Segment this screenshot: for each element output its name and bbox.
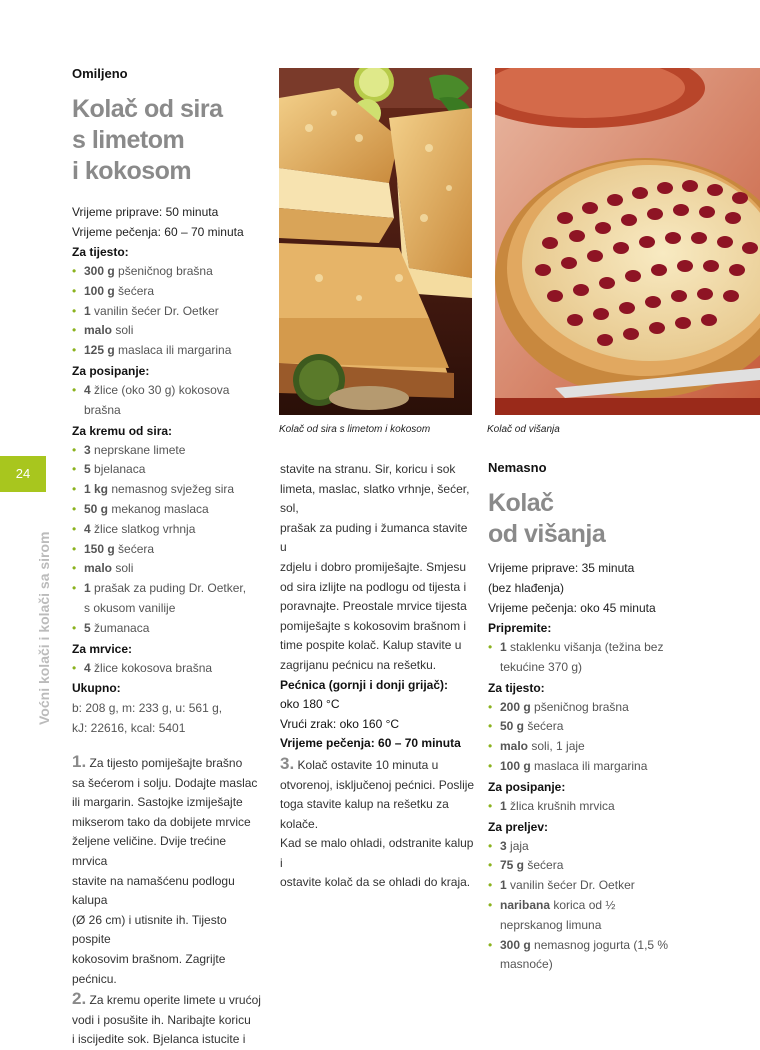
ingredient: • 100 g maslaca ili margarina: [488, 757, 688, 777]
section-heading: Za preljev:: [488, 819, 549, 834]
step-line: poravnajte. Preostale mrvice tijesta: [280, 599, 467, 614]
section-heading: Pripremite:: [488, 621, 552, 635]
oven-setting: Pećnica (gornji i donji grijač):: [280, 677, 449, 692]
ingredient: • 4 žlice kokosova brašna: [72, 659, 262, 679]
section-heading: Za tijesto:: [488, 680, 545, 695]
ingredient: • 200 g pšeničnog brašna: [488, 698, 688, 718]
oven-setting: Vrući zrak: oko 160 °C: [280, 716, 400, 731]
ingredient: • 50 g mekanog maslaca: [72, 500, 262, 520]
ingredient: • 5 bjelanaca: [72, 460, 262, 480]
step-line: kokosovim brašnom. Zagrijte pećnicu.: [72, 951, 226, 986]
step-number: 2.: [72, 989, 87, 1009]
recipe1-column: [72, 64, 262, 738]
cheesecake-photo: [279, 68, 472, 415]
title-line: Kolač: [488, 489, 554, 517]
step-line: (Ø 26 cm) i utisnite ih. Tijesto pospite: [72, 912, 227, 947]
ingredient: • 5 žumanaca: [72, 619, 262, 639]
prep-time: Vrijeme priprave: 50 minuta: [72, 205, 219, 219]
recipe1-steps: [72, 752, 262, 1050]
photo-caption: Kolač od višanja: [487, 424, 560, 435]
step-line: 3. Kolač ostavite 10 minuta u: [280, 753, 439, 773]
ingredient: • 75 g šećera: [488, 856, 688, 876]
step-line: pomiješajte s kokosovim brašnom i: [280, 618, 467, 633]
bake-time: Vrijeme pečenja: 60 – 70 minuta: [72, 225, 244, 239]
recipe2-column: [488, 458, 688, 975]
step-line: otvorenoj, isključenoj pećnici. Poslije: [280, 777, 475, 792]
section-heading: Za posipanje:: [488, 779, 566, 794]
ingredient: • 300 g pšeničnog brašna: [72, 262, 262, 282]
ingredient: • naribana korica od ½ neprskanog limuna: [488, 896, 688, 936]
recipe1-title: [72, 94, 262, 187]
recipe1-category: Omiljeno: [72, 66, 128, 81]
ingredient-list: [488, 797, 688, 817]
step-line: mikserom tako da dobijete mrvice: [72, 814, 251, 829]
recipe2-category: Nemasno: [488, 460, 547, 475]
ingredient: • 50 g šećera: [488, 717, 688, 737]
ingredient-list: [72, 262, 262, 361]
step-line: stavite na namašćenu podlogu kalupa: [72, 873, 235, 908]
ingredient: • 4 žlice slatkog vrhnja: [72, 520, 262, 540]
step-number: 3.: [280, 753, 295, 773]
ingredient: • 300 g nemasnog jogurta (1,5 % masnoće): [488, 936, 688, 976]
photo-caption: Kolač od sira s limetom i kokosom: [279, 424, 431, 435]
ingredient: • 3 neprskane limete: [72, 441, 262, 461]
title-line: od višanja: [488, 520, 606, 548]
step-line: time pospite kolač. Kalup stavite u: [280, 638, 462, 653]
prep-time-note: (bez hlađenja): [488, 581, 565, 595]
step-line: limeta, maslac, slatko vrhnje, šećer, sol,: [280, 481, 470, 516]
bake-time: Vrijeme pečenja: oko 45 minuta: [488, 601, 656, 615]
ingredient: • 1 vanilin šećer Dr. Oetker: [488, 876, 688, 896]
step-line: ili margarin. Sastojke izmiješajte: [72, 795, 243, 810]
title-line: s limetom: [72, 126, 185, 154]
ingredient-list: [72, 441, 262, 639]
step-line: stavite na stranu. Sir, koricu i sok: [280, 462, 456, 476]
step-line: željene veličine. Dvije trećine mrvica: [72, 834, 227, 868]
step-line: prašak za puding i žumanca stavite u: [280, 520, 468, 555]
ingredient-list: [72, 659, 262, 679]
step-line: i iscijedite sok. Bjelanca istucite i: [72, 1032, 246, 1047]
step-line: ostavite kolač da se ohladi do kraja.: [280, 875, 471, 890]
nutrition-line: b: 208 g, m: 233 g, u: 561 g,: [72, 701, 223, 716]
step-line: sa šećerom i solju. Dodajte maslac: [72, 775, 258, 790]
oven-setting: Vrijeme pečenja: 60 – 70 minuta: [280, 736, 461, 751]
section-heading: Za mrvice:: [72, 641, 133, 656]
step-line: Kad se malo ohladi, odstranite kalup i: [280, 836, 474, 870]
ingredient-list: [488, 638, 688, 678]
cherry-cake-photo: [495, 68, 760, 415]
ingredient: • 125 g maslaca ili margarina: [72, 341, 262, 361]
ingredient: • 1 staklenku višanja (težina bez tekućine 370 g): [488, 638, 688, 678]
step-line: zagrijanu pećnicu na rešetku.: [280, 657, 437, 672]
step-number: 1.: [72, 752, 87, 771]
ingredient-list: [72, 381, 262, 421]
title-line: Kolač od sira: [72, 95, 223, 123]
ingredient: • malo soli, 1 jaje: [488, 737, 688, 757]
ingredient-list: [488, 698, 688, 777]
prep-time: Vrijeme priprave: 35 minuta: [488, 561, 635, 575]
section-heading: Za kremu od sira:: [72, 423, 173, 438]
step-line: vodi i posušite ih. Naribajte koricu: [72, 1012, 251, 1027]
ingredient: • malo soli: [72, 559, 262, 579]
ingredient: • 1 vanilin šećer Dr. Oetker: [72, 302, 262, 322]
step-line: 2. Za kremu operite limete u vrućoj: [72, 989, 261, 1009]
step-line: zdjelu i dobro promiješajte. Smjesu: [280, 559, 467, 574]
section-heading: Za posipanje:: [72, 363, 150, 378]
section-heading: Za tijesto:: [72, 245, 129, 259]
ingredient: • 4 žlice (oko 30 g) kokosova brašna: [72, 381, 262, 421]
ingredient-list: [488, 837, 688, 976]
ingredient: • malo soli: [72, 321, 262, 341]
oven-setting: oko 180 °C: [280, 697, 340, 712]
step-line: toga stavite kalup na rešetku za kolače.: [280, 797, 449, 831]
section-heading: Ukupno:: [72, 681, 121, 696]
ingredient: • 1 žlica krušnih mrvica: [488, 797, 688, 817]
nutrition-line: kJ: 22616, kcal: 5401: [72, 721, 186, 736]
ingredient: • 3 jaja: [488, 837, 688, 857]
title-line: i kokosom: [72, 157, 192, 185]
step-line: od sira izlijte na podlogu od tijesta i: [280, 579, 467, 594]
step-line: 1. Za tijesto pomiješajte brašno: [72, 752, 243, 771]
ingredient: • 150 g šećera: [72, 540, 262, 560]
page-number: 24: [15, 466, 31, 481]
ingredient: • 100 g šećera: [72, 282, 262, 302]
recipe1-steps-continued: [280, 460, 475, 893]
ingredient: • 1 prašak za puding Dr. Oetker, s okusom vanilije: [72, 579, 262, 619]
ingredient: • 1 kg nemasnog svježeg sira: [72, 480, 262, 500]
recipe2-title: [488, 488, 688, 550]
chapter-side-label: Voćni kolači i kolači sa sirom: [36, 531, 52, 725]
